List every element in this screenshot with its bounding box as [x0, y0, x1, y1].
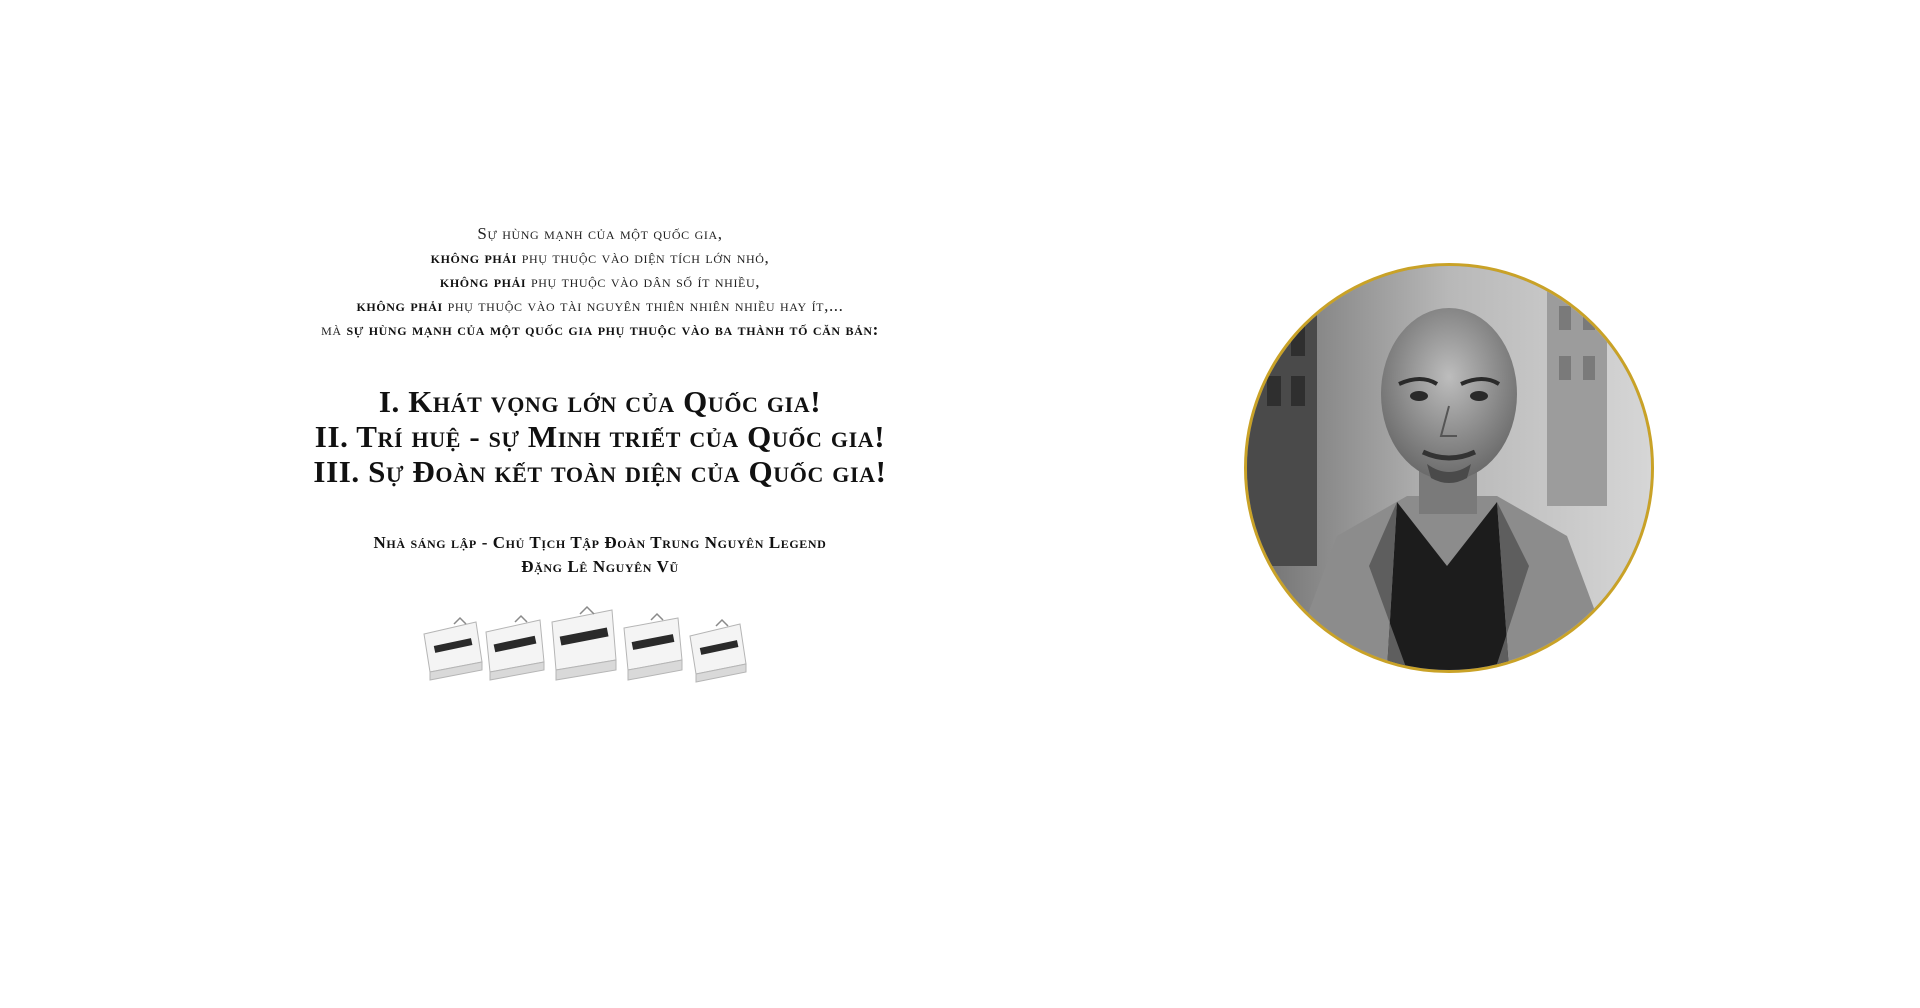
intro-line-1	[200, 222, 1000, 246]
intro-line-5	[200, 318, 1000, 342]
book-icon	[486, 616, 544, 680]
intro-bold: không phải	[430, 248, 517, 267]
book-set-icon	[420, 600, 760, 690]
quote-block	[200, 222, 1000, 579]
quote-intro	[200, 222, 1000, 342]
signature	[200, 531, 1000, 579]
book-icon	[552, 607, 616, 680]
book-icon	[624, 614, 682, 680]
intro-bold: không phải	[439, 272, 527, 291]
founder-portrait	[1244, 263, 1654, 673]
intro-line-2	[200, 246, 1000, 270]
intro-text: phụ thuộc vào tài nguyên thiên nhiên nhiều hay ít,...	[442, 296, 844, 315]
signature-title: Nhà sáng lập - Chủ Tịch Tập Đoàn Trung Nguyên Legend	[373, 533, 827, 552]
signature-name: Đặng Lê Nguyên Vũ	[521, 557, 679, 576]
intro-line-4	[200, 294, 1000, 318]
intro-text: phụ thuộc vào diện tích lớn nhỏ,	[516, 248, 770, 267]
pillar-1: I. Khát vọng lớn của Quốc gia!	[378, 384, 822, 419]
pillars	[200, 384, 1000, 489]
pillar-2: II. Trí huệ - sự Minh triết của Quốc gia!	[314, 419, 886, 454]
pillar-3: III. Sự Đoàn kết toàn diện của Quốc gia!	[313, 454, 887, 489]
book-icon	[424, 618, 482, 680]
book-icon	[690, 620, 746, 682]
intro-bold: không phải	[356, 296, 443, 315]
intro-text: mà	[321, 320, 347, 339]
intro-bold: sự hùng mạnh của một quốc gia phụ thuộc vào ba thành tố căn bản:	[346, 320, 879, 339]
intro-text: phụ thuộc vào dân số ít nhiều,	[526, 272, 761, 291]
intro-text: Sự hùng mạnh của một quốc gia,	[477, 224, 723, 243]
intro-line-3	[200, 270, 1000, 294]
